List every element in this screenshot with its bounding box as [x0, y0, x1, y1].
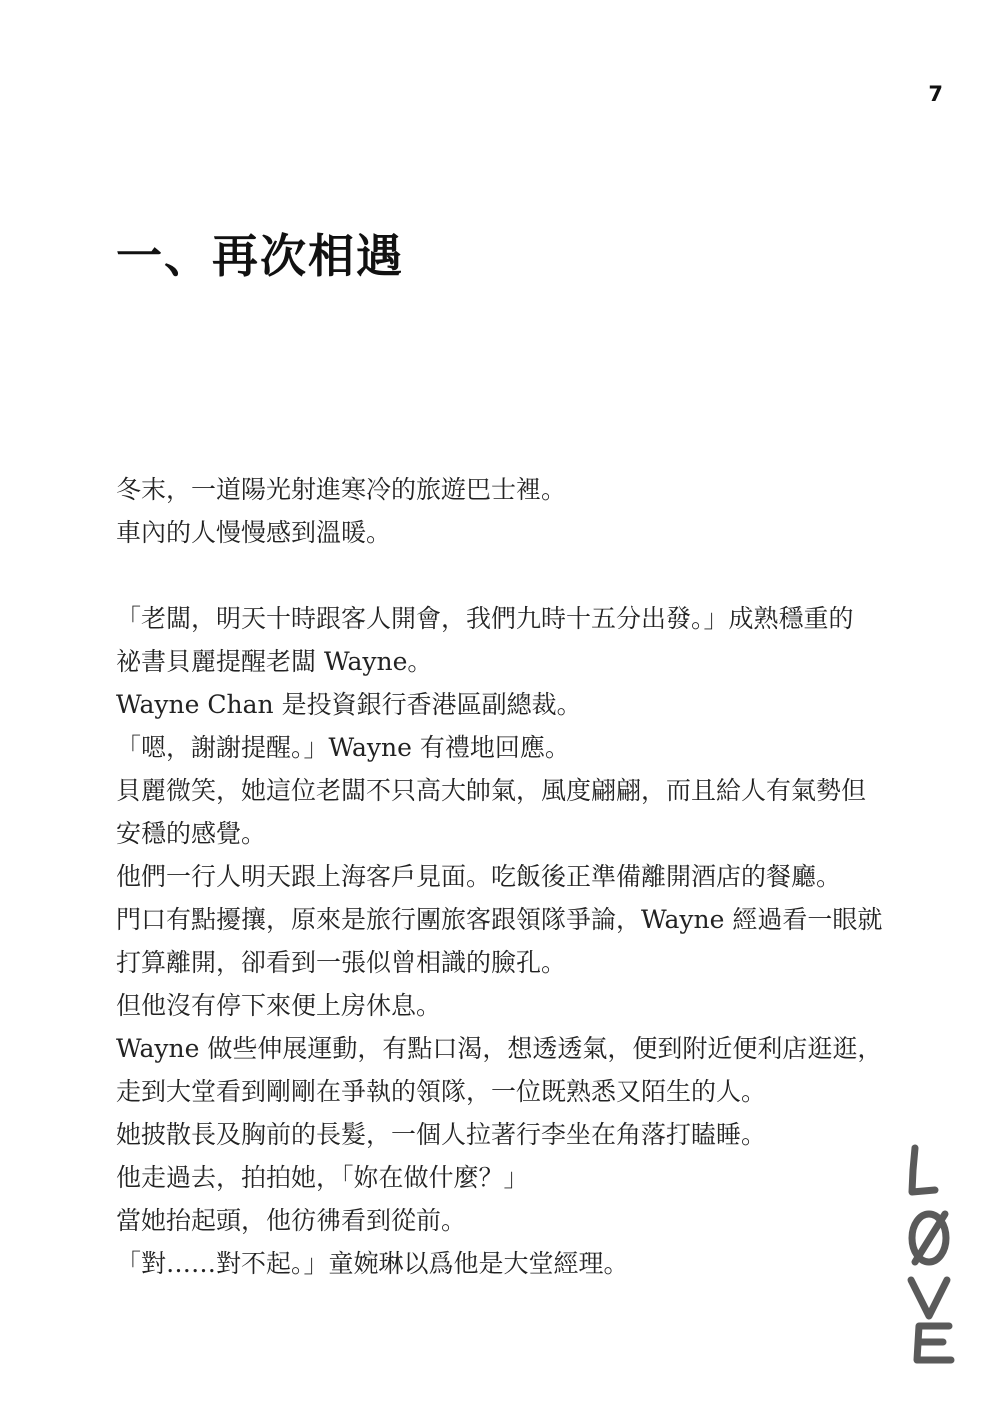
love-letter-l — [912, 1148, 935, 1192]
body-line: 走到大堂看到剛剛在爭執的領隊，一位既熟悉又陌生的人。 — [116, 1077, 767, 1106]
body-line: 他們一行人明天跟上海客戶見面。吃飯後正準備離開酒店的餐廳。 — [116, 862, 842, 891]
love-letter-v — [911, 1280, 947, 1316]
body-text — [116, 468, 896, 1285]
body-line: 安穩的感覺。 — [116, 819, 267, 848]
body-line: 門口有點擾攘，原來是旅行團旅客跟領隊爭論，Wayne 經過看一眼就 — [116, 905, 883, 934]
chapter-title: 一、再次相遇 — [116, 229, 404, 283]
body-line: 但他沒有停下來便上房休息。 — [116, 991, 442, 1020]
body-line: 他走過去，拍拍她，「妳在做什麼？」 — [116, 1163, 529, 1192]
body-line: 祕書貝麗提醒老闆 Wayne。 — [116, 647, 433, 676]
body-line: 當她抬起頭，他彷彿看到從前。 — [116, 1206, 467, 1235]
love-logo-graphic — [893, 1140, 973, 1365]
paragraph-gap — [116, 554, 896, 597]
body-line: 冬末，一道陽光射進寒冷的旅遊巴士裡。 — [116, 475, 567, 504]
body-line: Wayne Chan 是投資銀行香港區副總裁。 — [116, 690, 582, 719]
body-line: Wayne 做些伸展運動，有點口渴，想透透氣，便到附近便利店逛逛， — [116, 1034, 883, 1063]
body-line: 「對……對不起。」童婉琳以爲他是大堂經理。 — [116, 1249, 629, 1278]
love-logo — [893, 1140, 973, 1365]
body-line: 她披散長及胸前的長髮，一個人拉著行李坐在角落打瞌睡。 — [116, 1120, 767, 1149]
page-number: 7 — [928, 82, 943, 106]
body-line: 「老闆，明天十時跟客人開會，我們九時十五分出發。」成熟穩重的 — [116, 604, 854, 633]
body-line: 車內的人慢慢感到溫暖。 — [116, 518, 392, 547]
body-line: 「嗯，謝謝提醒。」Wayne 有禮地回應。 — [116, 733, 570, 762]
body-line: 打算離開，卻看到一張似曾相識的臉孔。 — [116, 948, 567, 977]
body-line: 貝麗微笑，她這位老闆不只高大帥氣，風度翩翩，而且給人有氣勢但 — [116, 776, 867, 805]
